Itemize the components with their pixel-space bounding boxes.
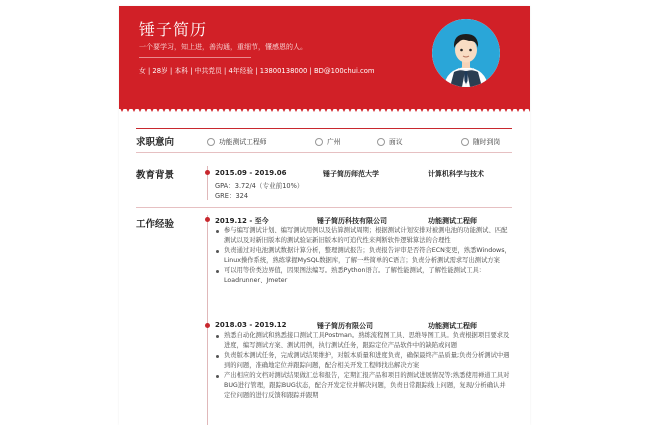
section-divider <box>136 207 512 208</box>
education-gre: GRE：324 <box>215 192 249 200</box>
education-school: 锤子简历师范大学 <box>323 170 379 178</box>
resume-header <box>119 6 530 109</box>
intent-section-title: 求职意向 <box>136 137 175 148</box>
intent-availability-label: 随时到岗 <box>473 138 501 146</box>
section-divider <box>136 152 512 153</box>
job-bullet: 熟悉自动化测试和熟悉接口测试工具Postman。熟练流程图工具、思维导图工具。负责根据项目要求及进度，编写测试方案、测试用例，执行测试任务，跟踪定位产品软件中的缺陷或问题 <box>215 331 511 351</box>
location-icon <box>315 138 323 146</box>
work-section-title: 工作经验 <box>136 219 175 230</box>
timeline-dot <box>205 217 210 222</box>
intent-salary <box>377 136 403 146</box>
education-major: 计算机科学与技术 <box>428 170 484 178</box>
education-gpa: GPA：3.72/4（专业前10%） <box>215 182 304 190</box>
job-bullet: 参与编写测试计划、编写测试用例以及估算测试周期；根据测试计划安排对被测电池的功能测试、匹配测试以及对新旧版本的测试验证新旧版本的可追代性来判断软件逻辑算法的合理性 <box>215 226 511 246</box>
job-position: 功能测试工程师 <box>428 322 477 330</box>
job-date: 2019.12 - 至今 <box>215 217 269 225</box>
timeline-dot <box>205 170 210 175</box>
candidate-name: 锤子简历 <box>139 20 208 39</box>
intent-position-label: 功能测试工程师 <box>219 138 267 146</box>
avatar-man-icon <box>432 19 500 87</box>
job-bullet: 负责通过对电池测试数据计算分析，整理测试报告；负责报告评审是否符合ECN变更，熟悉Windows，Linux操作系统，熟练掌握MySQL数据库，了解一些简单的C语言；负责分析测试需求写出测试方案 <box>215 246 511 266</box>
intent-availability <box>461 136 500 146</box>
job-bullet: 可以用等价类边界值，因果图法编写。熟悉Python语言。了解性能测试，了解性能测试工具：Loadrunner、Jmeter <box>215 266 511 286</box>
job-company: 锤子简历科技有限公司 <box>317 217 387 225</box>
job-date: 2018.03 - 2019.12 <box>215 321 287 329</box>
header-divider <box>139 57 251 58</box>
candidate-motto: 一个要学习，知上进，善沟通，重细节，懂感恩的人。 <box>139 43 307 51</box>
education-section-title: 教育背景 <box>136 170 175 181</box>
timeline-dot <box>205 323 210 328</box>
intent-location <box>315 136 341 146</box>
header-zigzag-edge <box>119 106 530 113</box>
job-bullet: 产出相应的文档对测试结果做汇总和报告，定期汇报产品和项目的测试进展情况等;熟悉使用禅道工具对BUG进行管理，跟踪BUG状态，配合开发定位并解决问题，负责日常跟踪线上问题，复现/分析确认并定位问题的进行反馈和跟踪并跟期 <box>215 371 511 401</box>
resume-page <box>119 6 530 425</box>
briefcase-icon <box>207 138 215 146</box>
intent-salary-label: 面议 <box>389 138 403 146</box>
section-divider <box>136 128 512 129</box>
job-bullet: 负责版本测试任务，完成测试结果维护，对版本质量和进度负责，确保最终产品质量;负责分析测试中遇到的问题，准确地定位并跟踪问题，配合相关开发工程师找出解决方案 <box>215 351 511 371</box>
work-timeline <box>207 215 208 425</box>
intent-location-label: 广州 <box>327 138 341 146</box>
salary-icon <box>377 138 385 146</box>
job-position: 功能测试工程师 <box>428 217 477 225</box>
clock-icon <box>461 138 469 146</box>
job-company: 锤子简历有限公司 <box>317 322 373 330</box>
education-date: 2015.09 - 2019.06 <box>215 169 287 177</box>
candidate-info: 女 | 28岁 | 本科 | 中共党员 | 4年经验 | 13800138000 | BD@100chui.com <box>139 67 375 75</box>
job-bullet-list <box>215 331 511 401</box>
intent-position <box>207 136 267 146</box>
job-bullet-list <box>215 226 511 286</box>
